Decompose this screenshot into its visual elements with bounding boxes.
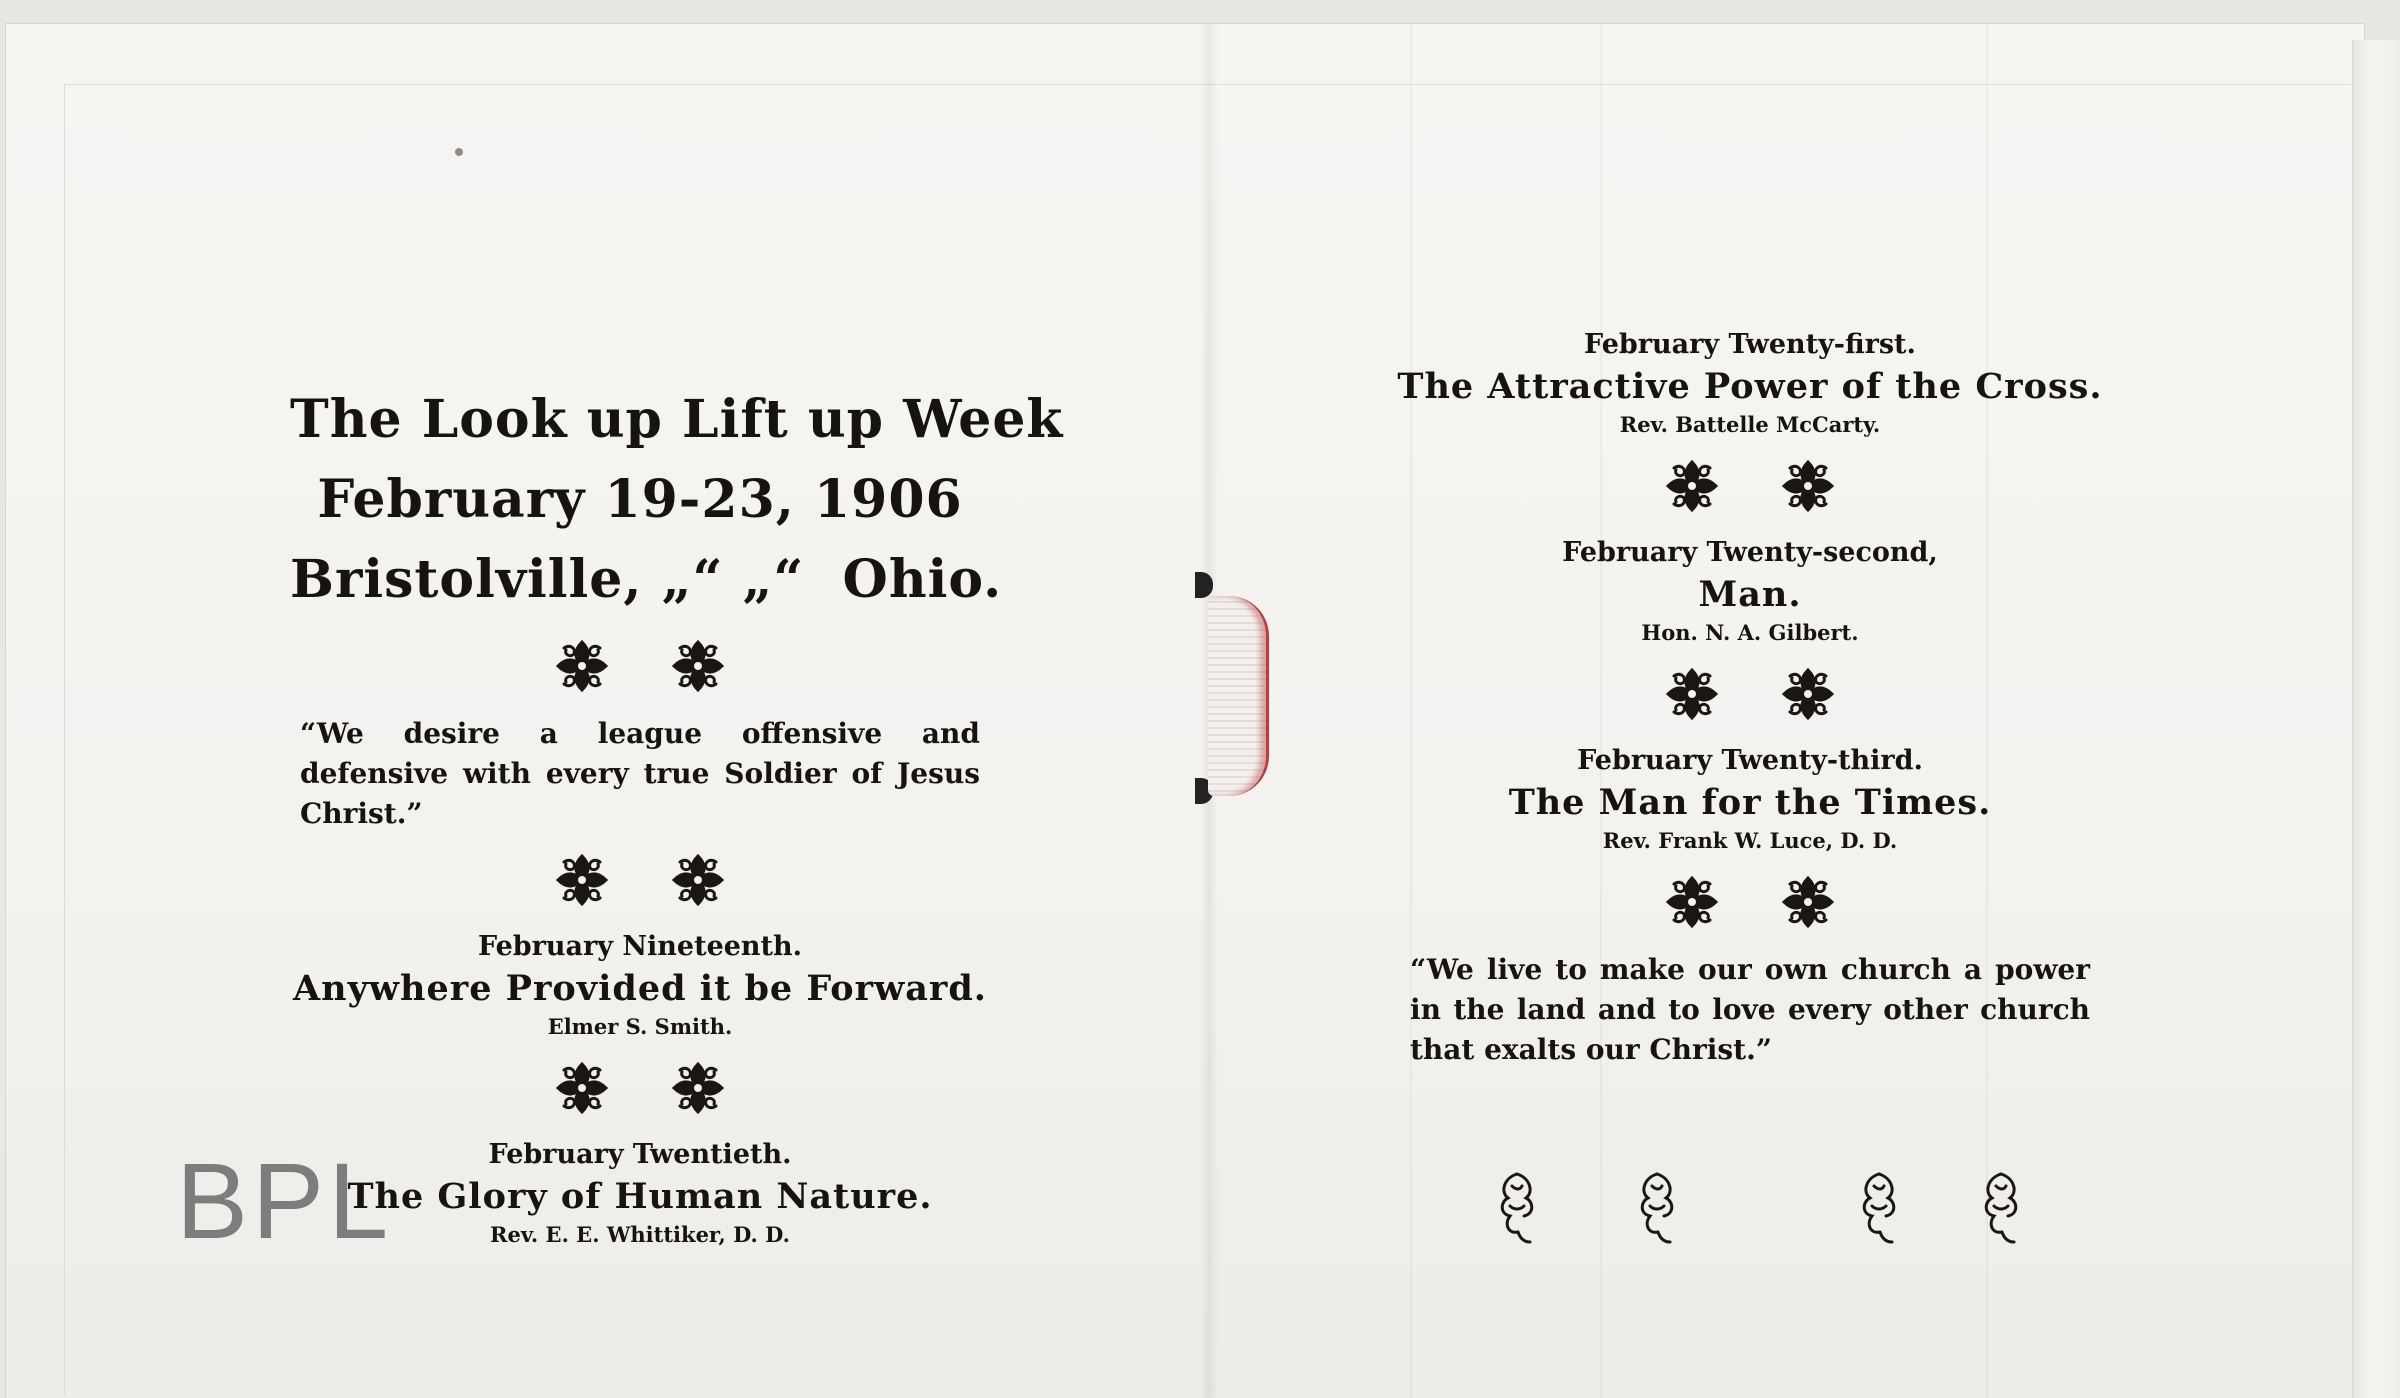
title-place: Bristolville, „“ „“ Ohio.	[290, 549, 1003, 610]
left-page	[290, 380, 1064, 1250]
leaf-sprig-icon	[1974, 1168, 2028, 1246]
title-line: The Look up Lift up Week	[290, 389, 1064, 450]
page-edge	[2352, 40, 2400, 1398]
event-entry	[290, 928, 990, 1042]
leaf-fleuron-icon	[668, 636, 728, 696]
event-topic: The Glory of Human Nature.	[347, 1176, 933, 1217]
leaf-fleuron-icon	[668, 850, 728, 910]
leaf-fleuron-icon	[552, 636, 612, 696]
leaf-sprig-icon	[1630, 1168, 1684, 1246]
leaf-sprig-icon	[1852, 1168, 1906, 1246]
event-entry	[1390, 326, 2110, 440]
event-entry	[290, 1136, 990, 1250]
closing-ornaments	[1490, 1168, 2030, 1248]
leaf-fleuron-icon	[552, 850, 612, 910]
leaf-fleuron-icon	[1662, 456, 1722, 516]
leaf-fleuron-icon	[1662, 664, 1722, 724]
event-topic: The Attractive Power of the Cross.	[1397, 366, 2103, 407]
event-topic: Anywhere Provided it be Forward.	[292, 968, 987, 1009]
ornament-pair	[1390, 872, 2110, 932]
leaf-fleuron-icon	[1778, 456, 1838, 516]
binding-ribbon	[1208, 596, 1269, 796]
right-page	[1390, 318, 2110, 1070]
ornament-pair	[290, 636, 990, 696]
event-entry	[1390, 742, 2110, 856]
event-date: February Twenty-first.	[1584, 329, 1916, 360]
leaf-fleuron-icon	[1662, 872, 1722, 932]
event-topic: Man.	[1698, 574, 1802, 615]
event-entry	[1390, 534, 2110, 648]
event-date: February Nineteenth.	[477, 931, 803, 962]
ornament-pair	[1390, 456, 2110, 516]
motto-quote: “We desire a league offensive and defensive with every true Soldier of Jesus Christ.”	[300, 717, 980, 830]
leaf-fleuron-icon	[1778, 664, 1838, 724]
event-date: February Twentieth.	[488, 1139, 792, 1170]
leaf-fleuron-icon	[668, 1058, 728, 1118]
ornament-pair	[290, 1058, 990, 1118]
ornament-pair	[290, 850, 990, 910]
event-speaker: Elmer S. Smith.	[547, 1014, 733, 1039]
event-speaker: Hon. N. A. Gilbert.	[1641, 620, 1859, 645]
event-speaker: Rev. Frank W. Luce, D. D.	[1602, 828, 1898, 853]
motto-quote: “We live to make our own church a power in the land and to love every other church that exalts our Christ.”	[1410, 953, 2090, 1066]
leaf-fleuron-icon	[1778, 872, 1838, 932]
event-date: February Twenty-second,	[1562, 537, 1938, 568]
leaf-sprig-icon	[1490, 1168, 1544, 1246]
event-speaker: Rev. E. E. Whittiker, D. D.	[490, 1222, 790, 1247]
event-speaker: Rev. Battelle McCarty.	[1619, 412, 1881, 437]
event-date: February Twenty-third.	[1577, 745, 1923, 776]
watermark-logo: BPL	[176, 1140, 393, 1261]
leaf-fleuron-icon	[552, 1058, 612, 1118]
title-date: February 19-23, 1906	[317, 469, 963, 530]
ornament-pair	[1390, 664, 2110, 724]
event-topic: The Man for the Times.	[1508, 782, 1992, 823]
